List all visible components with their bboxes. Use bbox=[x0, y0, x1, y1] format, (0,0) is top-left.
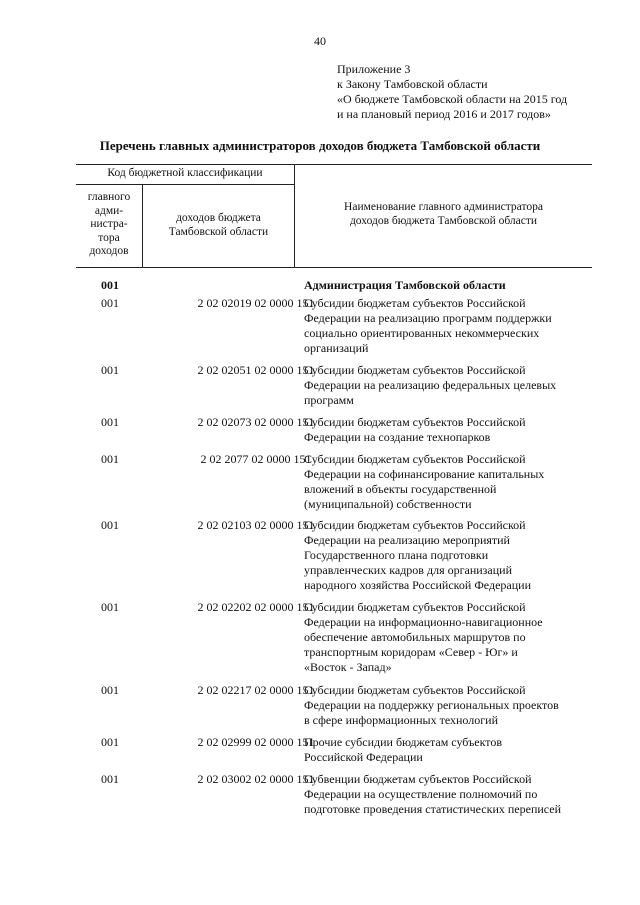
admin-code: 001 bbox=[101, 772, 119, 786]
income-name: Субсидии бюджетам субъектов Российской Федерации на реализацию мероприятий Государственного плана подготовки управленческих кадров для организаций народного хозяйства Российской Федерации bbox=[304, 518, 531, 592]
income-code: 2 02 02051 02 0000 151 bbox=[197, 363, 315, 377]
appendix-line: и на плановый период 2016 и 2017 годов» bbox=[337, 107, 551, 121]
table-header bbox=[76, 164, 592, 268]
income-name: Субсидии бюджетам субъектов Российской Федерации на софинансирование капитальных вложений в объекты государственной (муниципальной) собственности bbox=[304, 452, 545, 511]
admin-code: 001 bbox=[101, 278, 119, 292]
header-rule bbox=[76, 164, 592, 165]
admin-code: 001 bbox=[101, 735, 119, 749]
income-code: 2 02 02217 02 0000 151 bbox=[197, 683, 315, 697]
income-code: 2 02 02999 02 0000 151 bbox=[197, 735, 315, 749]
admin-name: Администрация Тамбовской области bbox=[304, 278, 506, 292]
appendix-line: Приложение 3 bbox=[337, 62, 411, 76]
header-rule bbox=[76, 267, 592, 268]
admin-code: 001 bbox=[101, 363, 119, 377]
admin-code: 001 bbox=[101, 518, 119, 532]
income-code: 2 02 03002 02 0000 151 bbox=[197, 772, 315, 786]
admin-code: 001 bbox=[101, 452, 119, 466]
income-name: Субвенции бюджетам субъектов Российской Федерации на осуществление полномочий по подготовке проведения статистических переписей bbox=[304, 772, 562, 816]
income-name: Субсидии бюджетам субъектов Российской Федерации на поддержку региональных проектов в сфере информационных технологий bbox=[304, 683, 559, 727]
income-code: 2 02 02103 02 0000 151 bbox=[197, 518, 315, 532]
admin-code: 001 bbox=[101, 600, 119, 614]
header-group-label: Код бюджетной классификации bbox=[107, 167, 263, 179]
col-admin-header: главного адми- нистра- тора доходов bbox=[87, 191, 131, 257]
income-code: 2 02 02202 02 0000 151 bbox=[197, 600, 315, 614]
appendix-note bbox=[337, 62, 567, 122]
admin-code: 001 bbox=[101, 296, 119, 310]
income-code: 2 02 02073 02 0000 151 bbox=[197, 415, 315, 429]
income-name: Субсидии бюджетам субъектов Российской Федерации на реализацию программ поддержки социально ориентированных некоммерческих организаций bbox=[304, 296, 552, 355]
header-rule bbox=[76, 184, 294, 185]
income-name: Субсидии бюджетам субъектов Российской Федерации на информационно-навигационное обеспечение автомобильных маршрутов по транспортным коридорам «Север - Юг» и «Восток - Запад» bbox=[304, 600, 543, 674]
col-name-header: Наименование главного администратора доходов бюджета Тамбовской области bbox=[344, 201, 543, 227]
col-code-header: доходов бюджета Тамбовской области bbox=[168, 212, 269, 238]
admin-code: 001 bbox=[101, 415, 119, 429]
appendix-line: к Закону Тамбовской области bbox=[337, 77, 488, 91]
appendix-line: «О бюджете Тамбовской области на 2015 год bbox=[337, 92, 568, 106]
income-code: 2 02 02019 02 0000 151 bbox=[197, 296, 315, 310]
admin-code: 001 bbox=[101, 683, 119, 697]
income-name: Субсидии бюджетам субъектов Российской Федерации на реализацию федеральных целевых программ bbox=[304, 363, 557, 407]
income-name: Прочие субсидии бюджетам субъектов Российской Федерации bbox=[304, 735, 503, 764]
income-name: Субсидии бюджетам субъектов Российской Федерации на создание технопарков bbox=[304, 415, 526, 444]
income-code: 2 02 2077 02 0000 151 bbox=[200, 452, 312, 466]
page-number: 40 bbox=[314, 34, 326, 48]
document-title: Перечень главных администраторов доходов бюджета Тамбовской области bbox=[99, 138, 541, 153]
